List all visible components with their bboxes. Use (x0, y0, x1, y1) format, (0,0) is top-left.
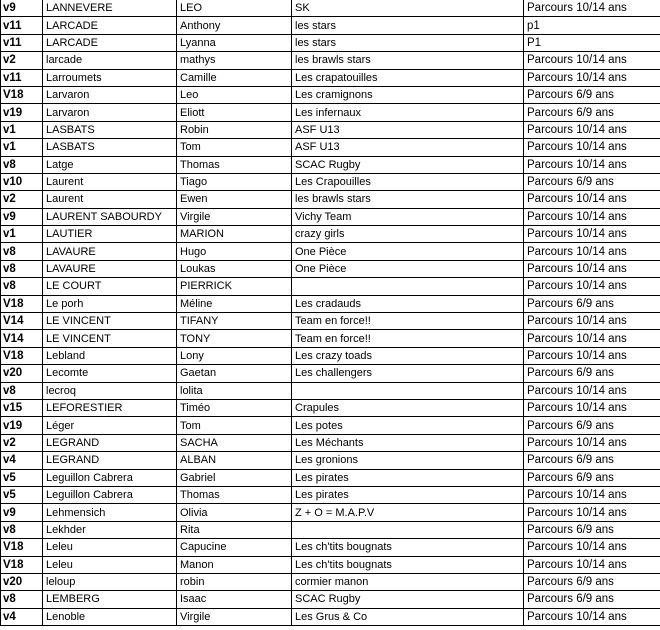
last-name-cell: Léger (43, 417, 177, 434)
team-cell: Les gronions (292, 452, 524, 469)
course-cell: P1 (524, 34, 660, 51)
wave-cell: v20 (1, 573, 43, 590)
wave-cell: v2 (1, 191, 43, 208)
first-name-cell: MARION (177, 226, 292, 243)
last-name-cell: Lenoble (43, 608, 177, 625)
wave-cell: v8 (1, 278, 43, 295)
team-cell (292, 278, 524, 295)
wave-cell: v2 (1, 434, 43, 451)
wave-cell: V18 (1, 556, 43, 573)
team-cell: SCAC Rugby (292, 156, 524, 173)
course-cell: Parcours 6/9 ans (524, 521, 660, 538)
team-cell: Les Crapouilles (292, 173, 524, 190)
last-name-cell: LAUTIER (43, 226, 177, 243)
table-row (1, 243, 660, 260)
team-cell: Team en force!! (292, 313, 524, 330)
first-name-cell: Virgile (177, 608, 292, 625)
first-name-cell: ALBAN (177, 452, 292, 469)
wave-cell: v8 (1, 591, 43, 608)
first-name-cell: Gabriel (177, 469, 292, 486)
course-cell: Parcours 10/14 ans (524, 52, 660, 69)
last-name-cell: Laurent (43, 191, 177, 208)
first-name-cell: PIERRICK (177, 278, 292, 295)
wave-cell: V18 (1, 295, 43, 312)
last-name-cell: Laurent (43, 173, 177, 190)
first-name-cell: Tom (177, 417, 292, 434)
team-cell: One Pièce (292, 243, 524, 260)
course-cell: Parcours 10/14 ans (524, 313, 660, 330)
course-cell: Parcours 10/14 ans (524, 69, 660, 86)
wave-cell: v9 (1, 504, 43, 521)
team-cell: Z + O = M.A.P.V (292, 504, 524, 521)
course-cell: Parcours 6/9 ans (524, 295, 660, 312)
wave-cell: V14 (1, 330, 43, 347)
team-cell: Crapules (292, 399, 524, 416)
wave-cell: v1 (1, 226, 43, 243)
wave-cell: v9 (1, 0, 43, 17)
wave-cell: v8 (1, 156, 43, 173)
table-row (1, 504, 660, 521)
last-name-cell: lecroq (43, 382, 177, 399)
first-name-cell: Leo (177, 86, 292, 103)
table-row (1, 556, 660, 573)
course-cell: Parcours 10/14 ans (524, 486, 660, 503)
course-cell: Parcours 10/14 ans (524, 399, 660, 416)
last-name-cell: LAVAURE (43, 260, 177, 277)
first-name-cell: robin (177, 573, 292, 590)
course-cell: Parcours 10/14 ans (524, 243, 660, 260)
course-cell: Parcours 10/14 ans (524, 434, 660, 451)
last-name-cell: LAURENT SABOURDY (43, 208, 177, 225)
last-name-cell: LEGRAND (43, 434, 177, 451)
last-name-cell: LEFORESTIER (43, 399, 177, 416)
wave-cell: v19 (1, 104, 43, 121)
course-cell: Parcours 10/14 ans (524, 139, 660, 156)
first-name-cell: Anthony (177, 17, 292, 34)
team-cell: Les potes (292, 417, 524, 434)
wave-cell: v15 (1, 399, 43, 416)
course-cell: Parcours 10/14 ans (524, 208, 660, 225)
course-cell: Parcours 10/14 ans (524, 0, 660, 17)
wave-cell: v4 (1, 452, 43, 469)
first-name-cell: Thomas (177, 486, 292, 503)
wave-cell: v8 (1, 382, 43, 399)
course-cell: Parcours 10/14 ans (524, 121, 660, 138)
first-name-cell: Lony (177, 347, 292, 364)
last-name-cell: Le porh (43, 295, 177, 312)
team-cell: Team en force!! (292, 330, 524, 347)
wave-cell: v9 (1, 208, 43, 225)
last-name-cell: LANNEVERE (43, 0, 177, 17)
wave-cell: v2 (1, 52, 43, 69)
course-cell: Parcours 10/14 ans (524, 156, 660, 173)
team-cell: Vichy Team (292, 208, 524, 225)
first-name-cell: Hugo (177, 243, 292, 260)
table-row (1, 17, 660, 34)
first-name-cell: LEO (177, 0, 292, 17)
course-cell: Parcours 10/14 ans (524, 539, 660, 556)
last-name-cell: LE VINCENT (43, 313, 177, 330)
first-name-cell: Ewen (177, 191, 292, 208)
last-name-cell: Latge (43, 156, 177, 173)
first-name-cell: Manon (177, 556, 292, 573)
table-row (1, 191, 660, 208)
last-name-cell: Larvaron (43, 86, 177, 103)
wave-cell: v1 (1, 121, 43, 138)
table-row (1, 0, 660, 17)
wave-cell: v5 (1, 486, 43, 503)
first-name-cell: Timéo (177, 399, 292, 416)
first-name-cell: Isaac (177, 591, 292, 608)
first-name-cell: SACHA (177, 434, 292, 451)
first-name-cell: TIFANY (177, 313, 292, 330)
table-row (1, 347, 660, 364)
team-cell: les brawls stars (292, 191, 524, 208)
wave-cell: v8 (1, 521, 43, 538)
team-cell (292, 382, 524, 399)
last-name-cell: Leguillon Cabrera (43, 486, 177, 503)
wave-cell: v10 (1, 173, 43, 190)
course-cell: Parcours 6/9 ans (524, 365, 660, 382)
table-row (1, 69, 660, 86)
table-row (1, 452, 660, 469)
table-row (1, 539, 660, 556)
table-row (1, 260, 660, 277)
team-cell (292, 521, 524, 538)
table-row (1, 521, 660, 538)
first-name-cell: Olivia (177, 504, 292, 521)
team-cell: Les challengers (292, 365, 524, 382)
first-name-cell: Rita (177, 521, 292, 538)
wave-cell: v20 (1, 365, 43, 382)
last-name-cell: leloup (43, 573, 177, 590)
table-row (1, 399, 660, 416)
course-cell: Parcours 10/14 ans (524, 556, 660, 573)
last-name-cell: Larroumets (43, 69, 177, 86)
first-name-cell: lolita (177, 382, 292, 399)
table-row (1, 434, 660, 451)
last-name-cell: Leleu (43, 539, 177, 556)
table-row (1, 34, 660, 51)
course-cell: Parcours 6/9 ans (524, 173, 660, 190)
table-row (1, 139, 660, 156)
last-name-cell: Lekhder (43, 521, 177, 538)
wave-cell: v8 (1, 260, 43, 277)
table-row (1, 365, 660, 382)
table-row (1, 330, 660, 347)
course-cell: Parcours 6/9 ans (524, 452, 660, 469)
last-name-cell: LASBATS (43, 139, 177, 156)
team-cell: Les crapatouilles (292, 69, 524, 86)
team-cell: les stars (292, 17, 524, 34)
team-cell: Les infernaux (292, 104, 524, 121)
table-row (1, 591, 660, 608)
team-cell: ASF U13 (292, 121, 524, 138)
course-cell: Parcours 10/14 ans (524, 260, 660, 277)
table-row (1, 608, 660, 625)
course-cell: Parcours 10/14 ans (524, 226, 660, 243)
course-cell: Parcours 10/14 ans (524, 382, 660, 399)
team-cell: ASF U13 (292, 139, 524, 156)
wave-cell: v1 (1, 139, 43, 156)
team-cell: crazy girls (292, 226, 524, 243)
wave-cell: V18 (1, 347, 43, 364)
last-name-cell: LARCADE (43, 34, 177, 51)
team-cell: Les Méchants (292, 434, 524, 451)
table-row (1, 295, 660, 312)
first-name-cell: Eliott (177, 104, 292, 121)
table-row (1, 486, 660, 503)
wave-cell: v11 (1, 17, 43, 34)
first-name-cell: Gaetan (177, 365, 292, 382)
wave-cell: v5 (1, 469, 43, 486)
wave-cell: v4 (1, 608, 43, 625)
table-row (1, 226, 660, 243)
last-name-cell: LEMBERG (43, 591, 177, 608)
team-cell: Les ch'tits bougnats (292, 539, 524, 556)
wave-cell: v11 (1, 69, 43, 86)
table-row (1, 313, 660, 330)
last-name-cell: larcade (43, 52, 177, 69)
last-name-cell: Lehmensich (43, 504, 177, 521)
table-row (1, 382, 660, 399)
first-name-cell: Méline (177, 295, 292, 312)
course-cell: Parcours 10/14 ans (524, 347, 660, 364)
course-cell: Parcours 10/14 ans (524, 504, 660, 521)
wave-cell: v11 (1, 34, 43, 51)
first-name-cell: Tom (177, 139, 292, 156)
course-cell: Parcours 10/14 ans (524, 608, 660, 625)
course-cell: Parcours 10/14 ans (524, 330, 660, 347)
team-cell: Les pirates (292, 486, 524, 503)
table-row (1, 417, 660, 434)
team-cell: SCAC Rugby (292, 591, 524, 608)
last-name-cell: LEGRAND (43, 452, 177, 469)
first-name-cell: Virgile (177, 208, 292, 225)
table-row (1, 469, 660, 486)
wave-cell: v8 (1, 243, 43, 260)
table-row (1, 173, 660, 190)
wave-cell: v19 (1, 417, 43, 434)
first-name-cell: Tiago (177, 173, 292, 190)
table-row (1, 573, 660, 590)
first-name-cell: Capucine (177, 539, 292, 556)
last-name-cell: Leguillon Cabrera (43, 469, 177, 486)
course-cell: p1 (524, 17, 660, 34)
team-cell: Les ch'tits bougnats (292, 556, 524, 573)
table-row (1, 208, 660, 225)
team-cell: les stars (292, 34, 524, 51)
last-name-cell: Lecomte (43, 365, 177, 382)
first-name-cell: Lyanna (177, 34, 292, 51)
team-cell: les brawls stars (292, 52, 524, 69)
last-name-cell: LARCADE (43, 17, 177, 34)
table-row (1, 156, 660, 173)
course-cell: Parcours 6/9 ans (524, 591, 660, 608)
wave-cell: V18 (1, 86, 43, 103)
first-name-cell: Loukas (177, 260, 292, 277)
last-name-cell: Leleu (43, 556, 177, 573)
course-cell: Parcours 10/14 ans (524, 278, 660, 295)
table-row (1, 104, 660, 121)
last-name-cell: Larvaron (43, 104, 177, 121)
team-cell: Les pirates (292, 469, 524, 486)
team-cell: Les cramignons (292, 86, 524, 103)
course-cell: Parcours 6/9 ans (524, 104, 660, 121)
last-name-cell: LAVAURE (43, 243, 177, 260)
team-cell: Les crazy toads (292, 347, 524, 364)
table-row (1, 86, 660, 103)
first-name-cell: Robin (177, 121, 292, 138)
first-name-cell: TONY (177, 330, 292, 347)
table-row (1, 121, 660, 138)
last-name-cell: Lebland (43, 347, 177, 364)
team-cell: One Pièce (292, 260, 524, 277)
first-name-cell: Camille (177, 69, 292, 86)
wave-cell: V18 (1, 539, 43, 556)
table-body (1, 0, 660, 626)
table-row (1, 52, 660, 69)
team-cell: Les Grus & Co (292, 608, 524, 625)
last-name-cell: LE VINCENT (43, 330, 177, 347)
course-cell: Parcours 6/9 ans (524, 417, 660, 434)
last-name-cell: LE COURT (43, 278, 177, 295)
team-cell: Les cradauds (292, 295, 524, 312)
table-row (1, 278, 660, 295)
first-name-cell: Thomas (177, 156, 292, 173)
course-cell: Parcours 6/9 ans (524, 469, 660, 486)
wave-cell: V14 (1, 313, 43, 330)
course-cell: Parcours 6/9 ans (524, 573, 660, 590)
last-name-cell: LASBATS (43, 121, 177, 138)
course-cell: Parcours 10/14 ans (524, 191, 660, 208)
team-cell: SK (292, 0, 524, 17)
course-cell: Parcours 6/9 ans (524, 86, 660, 103)
first-name-cell: mathys (177, 52, 292, 69)
team-cell: cormier manon (292, 573, 524, 590)
